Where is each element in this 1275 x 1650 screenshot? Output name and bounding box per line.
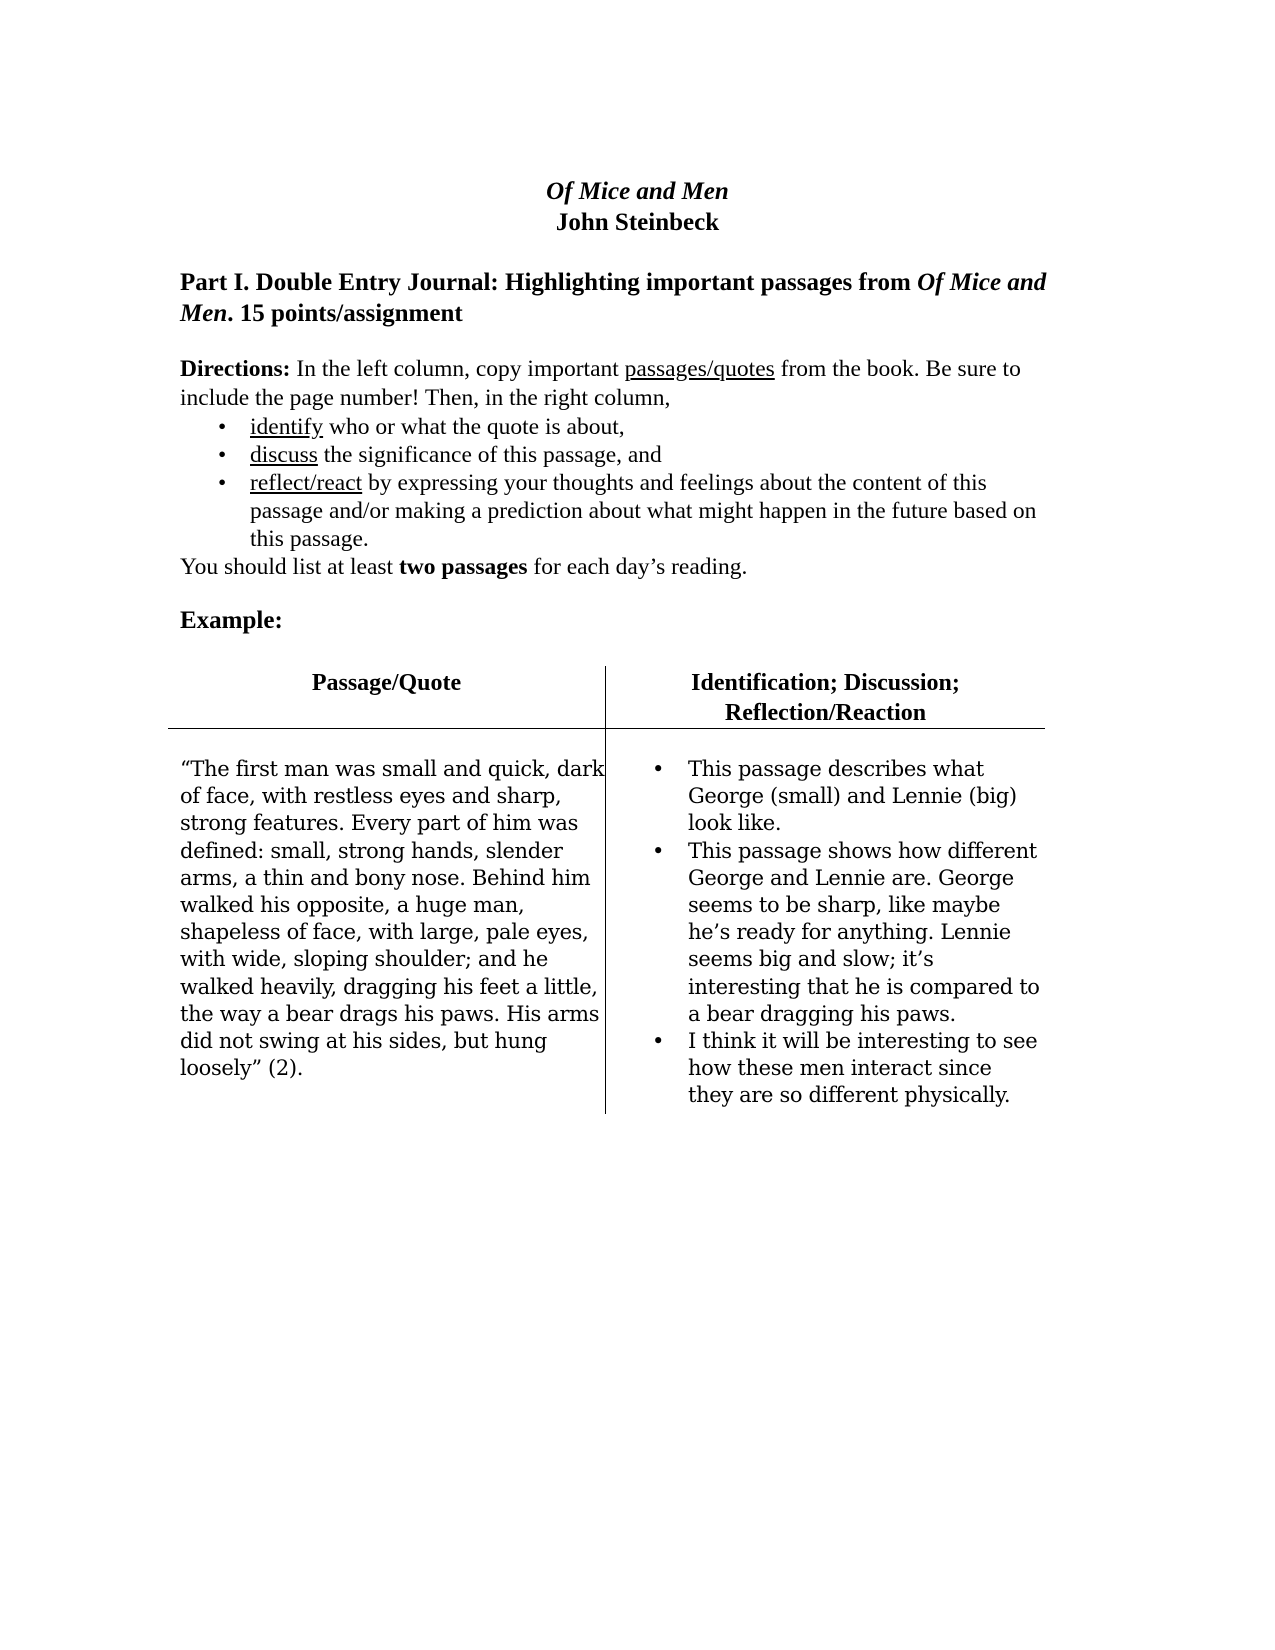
bullet-icon: •: [218, 414, 227, 440]
directions-text: from the book. Be sure to include the page number! Then, in the right column,: [180, 356, 1021, 411]
reflection-text: This passage describes what George (small) and Lennie (big) look like.: [688, 757, 1017, 836]
column-header-reflection: Identification; Discussion; Reflection/Reaction: [691, 670, 960, 726]
bullet-icon: •: [218, 470, 227, 496]
example-quote: “The first man was small and quick, dark of face, with restless eyes and sharp, strong features. Every part of him was defined: small, strong hands, slender arms, a thin and bony nose. Behind him walked his opposite, a huge man, shapeless of face, with large, pale eyes, with wide, sloping shoulder; and he walked heavily, dragging his feet a little, the way a bear drags his paws. His arms did not swing at his sides, but hung loosely” (2).: [180, 757, 605, 1081]
part-heading-suffix: . 15 points/assignment: [227, 300, 463, 327]
directions-underlined-term: passages/quotes: [624, 356, 775, 382]
directions-bullet-list: [180, 413, 1060, 553]
part-heading-book-title: Of Mice and Men: [180, 269, 1047, 327]
bullet-underlined-term: reflect/react: [250, 470, 363, 496]
directions-text: In the left column, copy important: [290, 356, 625, 382]
title-block: [0, 176, 1275, 238]
closing-text: You should list at least: [180, 554, 399, 580]
bullet-underlined-term: discuss: [250, 442, 318, 468]
author-name: John Steinbeck: [555, 209, 720, 236]
reflection-item: [606, 1028, 1045, 1110]
part-heading: [180, 267, 1060, 329]
example-label: Example:: [180, 607, 283, 634]
bullet-icon: •: [652, 757, 665, 781]
bullet-icon: •: [218, 442, 227, 468]
bullet-text: by expressing your thoughts and feelings about the content of this passage and/or making a prediction about what might happen in the future based on this passage.: [250, 470, 1037, 552]
bullet-icon: •: [652, 838, 665, 863]
reflection-item: [606, 838, 1045, 1028]
column-header-passage: Passage/Quote: [311, 670, 462, 696]
directions-closing: [180, 553, 1060, 582]
directions-intro: [180, 355, 1060, 413]
reflection-text: This passage shows how different George and Lennie are. George seems to be sharp, like maybe he’s ready for anything. Lennie seems big and slow; it’s interesting that he is compared to a bear dragging his paws.: [688, 838, 1040, 1026]
bullet-icon: •: [652, 1029, 665, 1054]
book-title: Of Mice and Men: [546, 178, 729, 205]
reflection-item: [606, 756, 1045, 838]
directions-bullet: [180, 469, 1060, 553]
part-heading-prefix: Part I. Double Entry Journal: Highlighting important passages from: [180, 269, 918, 296]
closing-bold-text: two passages: [398, 554, 528, 580]
bullet-text: the significance of this passage, and: [317, 442, 662, 468]
reflection-text: I think it will be interesting to see how these men interact since they are so different physically.: [688, 1029, 1038, 1108]
directions-bullet: [180, 413, 1060, 441]
example-reflections: [606, 756, 1045, 1110]
bullet-underlined-term: identify: [250, 414, 324, 440]
header-divider: [168, 728, 1045, 729]
closing-text: for each day’s reading.: [527, 554, 748, 580]
directions-bullet: [180, 441, 1060, 469]
directions-label: Directions:: [180, 356, 291, 382]
directions: [180, 355, 1060, 582]
bullet-text: who or what the quote is about,: [323, 414, 625, 440]
example-journal-table: [168, 666, 1045, 1116]
